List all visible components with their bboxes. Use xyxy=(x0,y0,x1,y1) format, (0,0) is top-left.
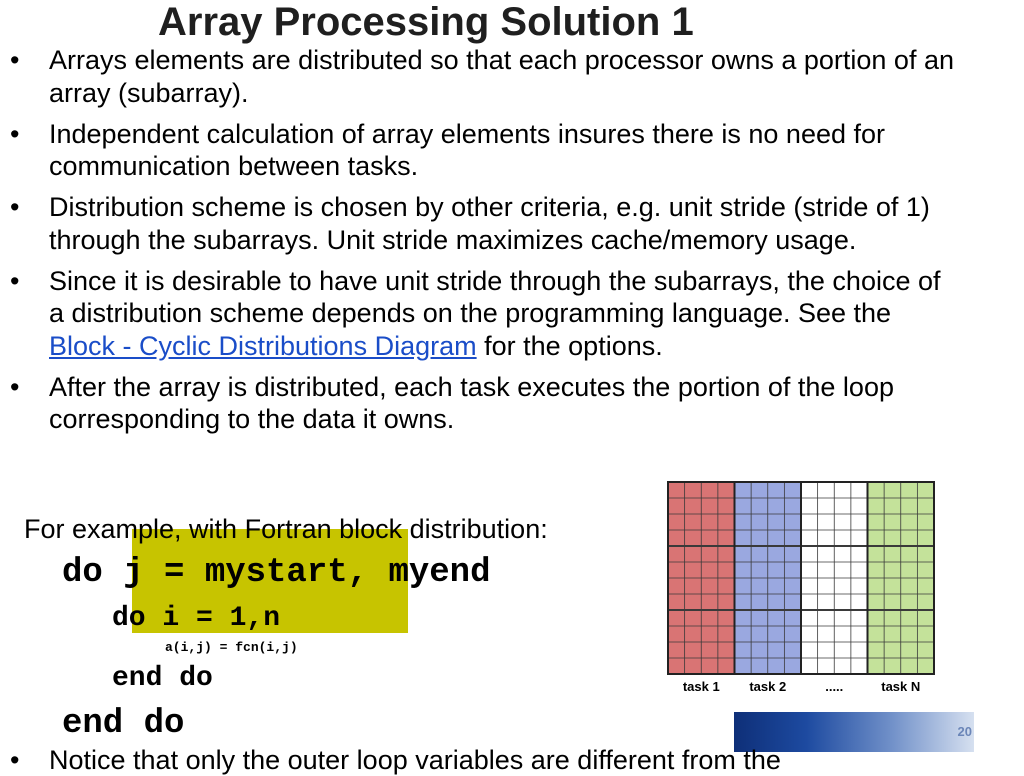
bullet-text-before: Since it is desirable to have unit stride through the subarrays, the choice of a distribution scheme depends on the programming language. See the xyxy=(49,265,941,328)
task-label: ..... xyxy=(825,679,844,694)
task-label: task N xyxy=(881,679,921,694)
bullet-text: After the array is distributed, each task executes the portion of the loop corresponding to the data it owns. xyxy=(49,371,894,434)
bullet-marker: • xyxy=(10,192,20,222)
code-line-body: a(i,j) = fcn(i,j) xyxy=(165,640,298,655)
bullet-marker: • xyxy=(10,118,20,149)
code-line-outer-end: end do xyxy=(62,705,185,743)
bullet-text-after: for the options. xyxy=(476,330,663,361)
bullet-marker: • xyxy=(10,45,20,75)
bullet-item xyxy=(0,265,960,363)
bullet-text: Arrays elements are distributed so that each processor owns a portion of an array (subarray). xyxy=(49,45,954,108)
bullet-text: Notice that only the outer loop variables are different from the xyxy=(49,745,781,775)
bullet-marker: • xyxy=(10,371,20,402)
code-line-inner-end: end do xyxy=(112,663,213,694)
slide-title: Array Processing Solution 1 xyxy=(158,0,694,44)
slide-number: 20 xyxy=(957,724,972,739)
bullet-text xyxy=(49,266,941,361)
bullet-list xyxy=(0,44,960,444)
task-label: task 2 xyxy=(749,679,787,694)
bullet-marker: • xyxy=(10,265,20,296)
distribution-grid xyxy=(666,480,936,698)
block-cyclic-diagram-link[interactable]: Block - Cyclic Distributions Diagram xyxy=(49,330,477,361)
bullet-marker: • xyxy=(10,745,20,775)
example-intro: For example, with Fortran block distribution: xyxy=(24,514,548,544)
bullet-text: Independent calculation of array elements insures there is no need for communication between tasks. xyxy=(49,118,886,181)
bullet-item xyxy=(0,191,960,256)
bullet-text: Distribution scheme is chosen by other criteria, e.g. unit stride (stride of 1) through the subarrays. Unit stride maximizes cache/memory usage. xyxy=(49,192,930,255)
code-line-outer-loop: do j = mystart, myend xyxy=(62,554,491,592)
code-line-inner-loop: do i = 1,n xyxy=(112,603,281,634)
bullet-item xyxy=(0,371,960,436)
bullet-item xyxy=(0,44,960,109)
bullet-item xyxy=(0,118,960,183)
task-label: task 1 xyxy=(682,679,720,694)
block-distribution-diagram xyxy=(666,480,936,698)
